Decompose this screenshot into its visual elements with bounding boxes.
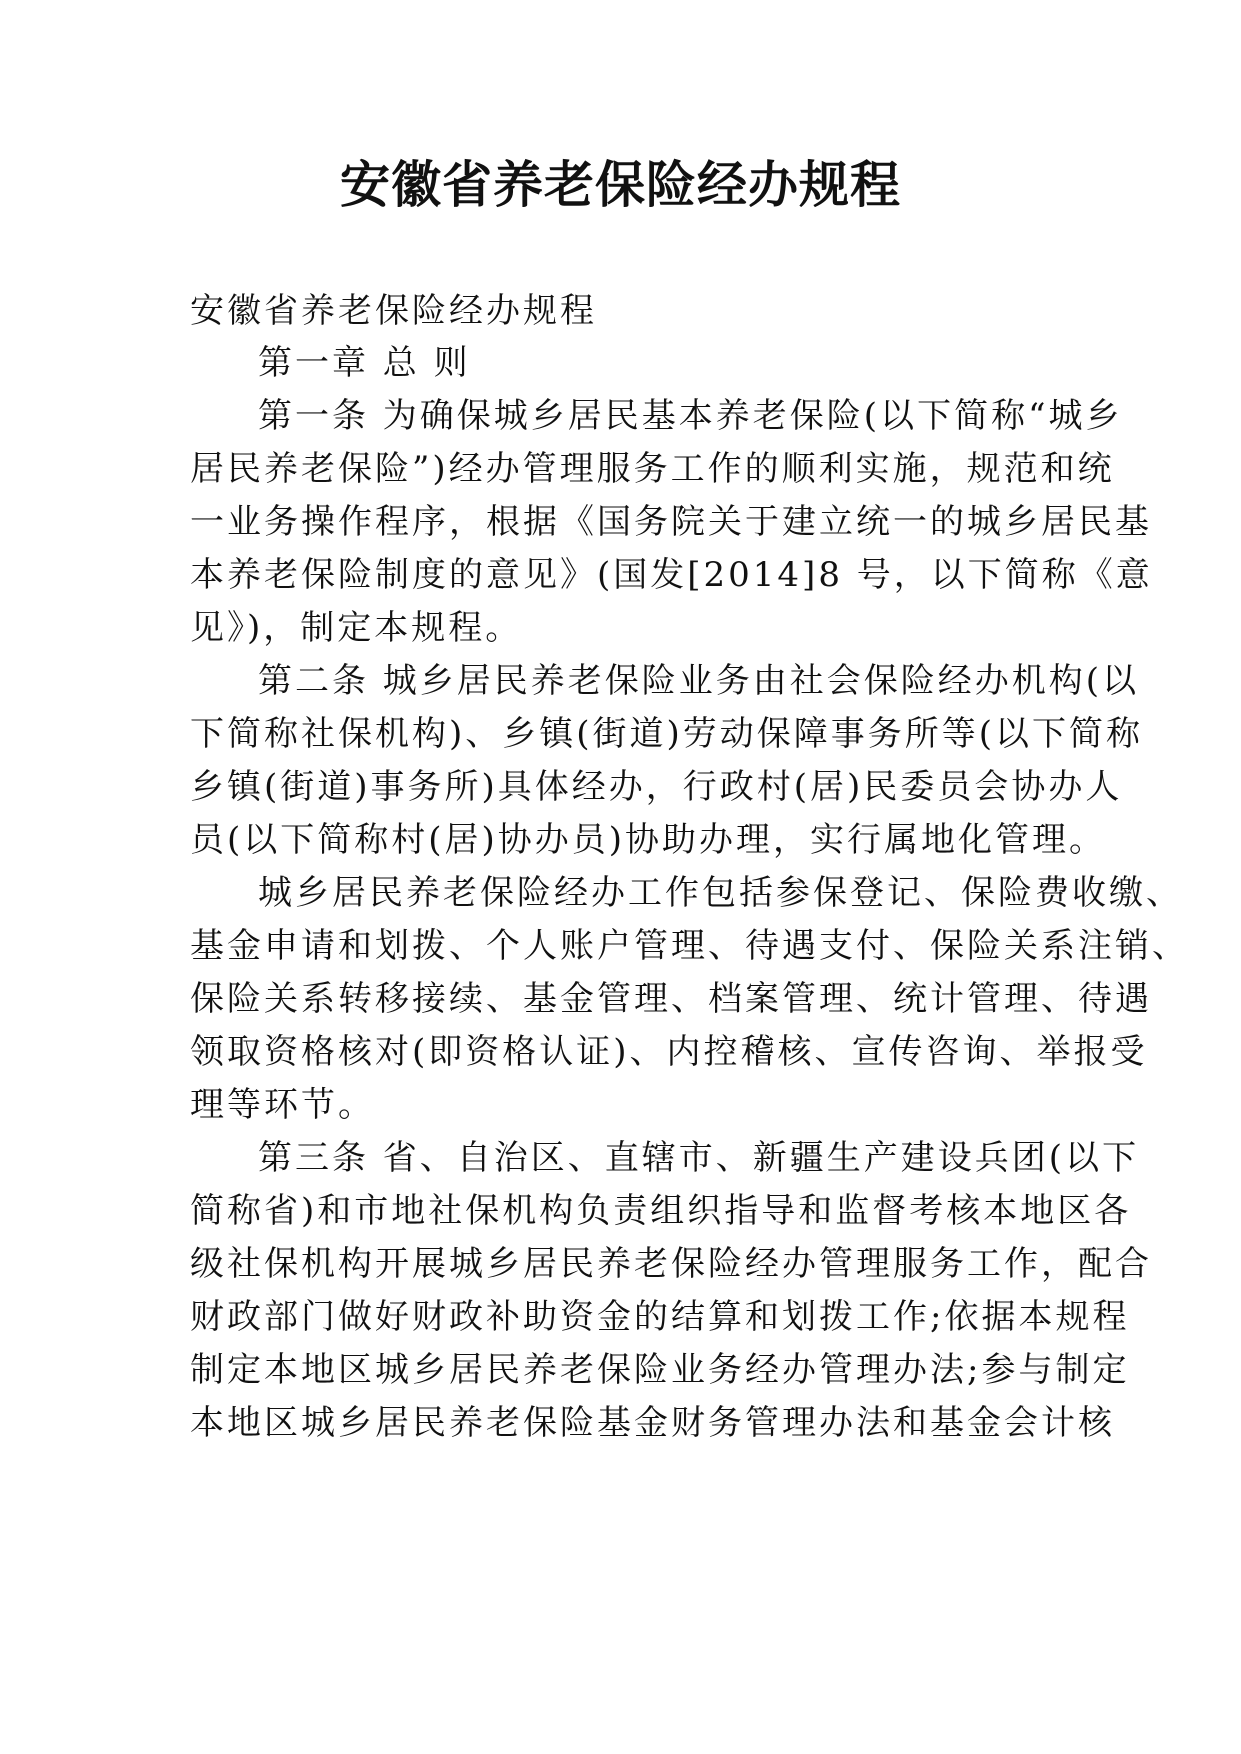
paragraph-line-3: 保险关系转移接续、基金管理、档案管理、统计管理、待遇 [190,979,1152,1019]
article-2-line-2: 下简称社保机构)、乡镇(街道)劳动保障事务所等(以下简称 [190,714,1144,754]
article-3-line-6: 本地区城乡居民养老保险基金财务管理办法和基金会计核 [190,1403,1115,1443]
article-2-line-3: 乡镇(街道)事务所)具体经办，行政村(居)民委员会协办人 [190,767,1123,807]
article-3-line-5: 制定本地区城乡居民养老保险业务经办管理办法;参与制定 [190,1350,1130,1390]
paragraph-line-2: 基金申请和划拨、个人账户管理、待遇支付、保险关系注销、 [190,926,1189,966]
article-2-line-4: 员(以下简称村(居)协办员)协助办理，实行属地化管理。 [190,820,1107,860]
article-1-line-3: 一业务操作程序，根据《国务院关于建立统一的城乡居民基 [190,502,1152,542]
article-1-line-4: 本养老保险制度的意见》(国发[2014]8 号，以下简称《意 [190,555,1153,595]
article-2-line-1: 第二条 城乡居民养老保险业务由社会保险经办机构(以 [258,661,1140,701]
paragraph-line-4: 领取资格核对(即资格认证)、内控稽核、宣传咨询、举报受 [190,1032,1148,1072]
chapter-heading: 第一章 总 则 [258,343,471,383]
article-3-line-3: 级社保机构开展城乡居民养老保险经办管理服务工作，配合 [190,1244,1152,1284]
text-line-1: 安徽省养老保险经办规程 [190,291,597,331]
article-3-line-1: 第三条 省、自治区、直辖市、新疆生产建设兵团(以下 [258,1138,1140,1178]
article-1-line-2: 居民养老保险”)经办管理服务工作的顺利实施，规范和统 [190,449,1115,489]
article-3-line-2: 简称省)和市地社保机构负责组织指导和监督考核本地区各 [190,1191,1132,1231]
paragraph-line-5: 理等环节。 [190,1085,375,1125]
document-title: 安徽省养老保险经办规程 [340,155,901,214]
article-1-line-1: 第一条 为确保城乡居民基本养老保险(以下简称“城乡 [258,396,1123,436]
article-3-line-4: 财政部门做好财政补助资金的结算和划拨工作;依据本规程 [190,1297,1130,1337]
paragraph-line-1: 城乡居民养老保险经办工作包括参保登记、保险费收缴、 [258,873,1183,913]
article-1-line-5: 见》)，制定本规程。 [190,608,523,648]
